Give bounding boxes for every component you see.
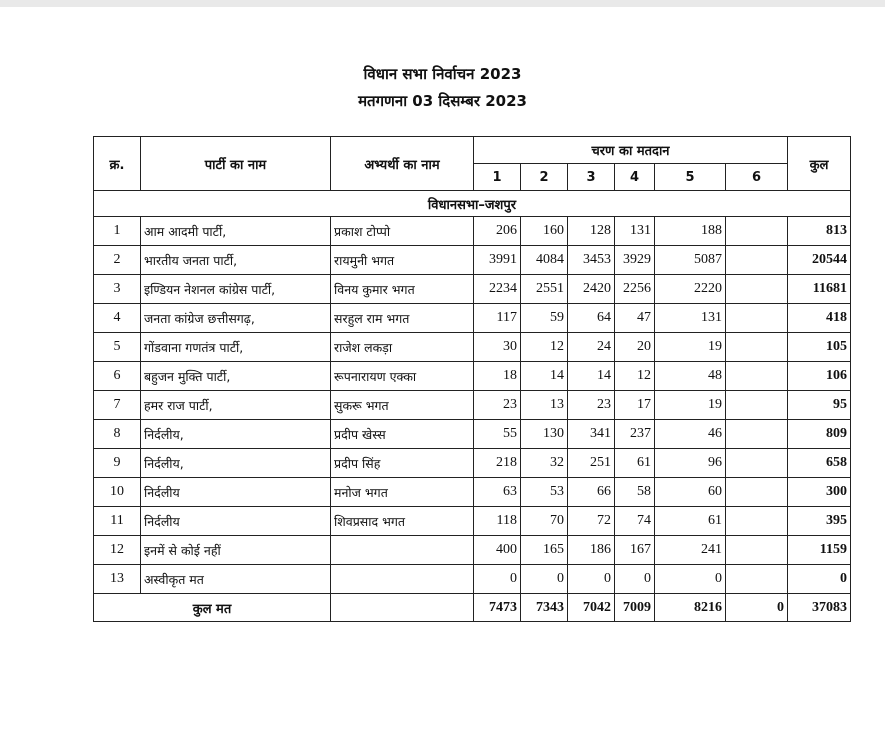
row-phase-1: 117 — [474, 304, 521, 333]
table-row — [94, 449, 851, 478]
row-phase-5: 60 — [655, 478, 726, 507]
total-phase-5: 8216 — [655, 594, 726, 622]
row-candidate: शिवप्रसाद भगत — [331, 507, 474, 536]
row-total: 418 — [788, 304, 851, 333]
header-phase-6: 6 — [726, 164, 788, 191]
page-subtitle: मतगणना 03 दिसम्बर 2023 — [358, 92, 527, 110]
row-phase-5: 46 — [655, 420, 726, 449]
row-phase-2: 4084 — [521, 246, 568, 275]
row-candidate: विनय कुमार भगत — [331, 275, 474, 304]
row-phase-3: 14 — [568, 362, 615, 391]
row-phase-6 — [726, 478, 788, 507]
table-row — [94, 478, 851, 507]
row-candidate: प्रदीप सिंह — [331, 449, 474, 478]
total-label: कुल मत — [94, 594, 331, 622]
row-phase-3: 23 — [568, 391, 615, 420]
row-phase-6 — [726, 536, 788, 565]
row-candidate — [331, 536, 474, 565]
row-phase-5: 96 — [655, 449, 726, 478]
row-party: इण्डियन नेशनल कांग्रेस पार्टी, — [141, 275, 331, 304]
row-phase-1: 0 — [474, 565, 521, 594]
row-total: 395 — [788, 507, 851, 536]
row-phase-4: 20 — [615, 333, 655, 362]
results-table — [93, 136, 851, 622]
row-phase-4: 12 — [615, 362, 655, 391]
row-phase-2: 70 — [521, 507, 568, 536]
row-phase-3: 341 — [568, 420, 615, 449]
row-candidate: रूपनारायण एक्का — [331, 362, 474, 391]
row-sno: 9 — [94, 449, 141, 478]
row-phase-3: 64 — [568, 304, 615, 333]
row-phase-3: 3453 — [568, 246, 615, 275]
row-phase-2: 13 — [521, 391, 568, 420]
row-party: अस्वीकृत मत — [141, 565, 331, 594]
row-party: निर्दलीय, — [141, 449, 331, 478]
row-phase-4: 61 — [615, 449, 655, 478]
row-phase-3: 186 — [568, 536, 615, 565]
row-phase-5: 48 — [655, 362, 726, 391]
row-phase-1: 3991 — [474, 246, 521, 275]
row-candidate: प्रदीप खेस्स — [331, 420, 474, 449]
row-phase-2: 59 — [521, 304, 568, 333]
table-row — [94, 420, 851, 449]
row-phase-2: 165 — [521, 536, 568, 565]
row-phase-2: 2551 — [521, 275, 568, 304]
total-phase-4: 7009 — [615, 594, 655, 622]
row-sno: 2 — [94, 246, 141, 275]
row-total: 0 — [788, 565, 851, 594]
row-phase-3: 72 — [568, 507, 615, 536]
row-phase-5: 0 — [655, 565, 726, 594]
row-phase-5: 241 — [655, 536, 726, 565]
table-row — [94, 217, 851, 246]
section-title: विधानसभा–जशपुर — [94, 191, 851, 217]
header-sno: क्र. — [94, 137, 141, 191]
row-phase-6 — [726, 449, 788, 478]
row-phase-2: 0 — [521, 565, 568, 594]
table-row — [94, 565, 851, 594]
row-phase-6 — [726, 420, 788, 449]
header-phase-4: 4 — [615, 164, 655, 191]
row-phase-2: 130 — [521, 420, 568, 449]
row-phase-2: 160 — [521, 217, 568, 246]
row-phase-3: 66 — [568, 478, 615, 507]
row-phase-5: 19 — [655, 333, 726, 362]
grand-total: 37083 — [788, 594, 851, 622]
row-phase-6 — [726, 333, 788, 362]
row-sno: 7 — [94, 391, 141, 420]
row-total: 20544 — [788, 246, 851, 275]
row-phase-1: 23 — [474, 391, 521, 420]
table-row — [94, 246, 851, 275]
header-phase-2: 2 — [521, 164, 568, 191]
row-party: इनमें से कोई नहीं — [141, 536, 331, 565]
row-phase-4: 74 — [615, 507, 655, 536]
row-candidate: सुकरू भगत — [331, 391, 474, 420]
row-total: 11681 — [788, 275, 851, 304]
row-total: 95 — [788, 391, 851, 420]
row-phase-2: 53 — [521, 478, 568, 507]
row-phase-1: 2234 — [474, 275, 521, 304]
row-phase-5: 61 — [655, 507, 726, 536]
row-sno: 8 — [94, 420, 141, 449]
row-phase-6 — [726, 565, 788, 594]
header-total: कुल — [788, 137, 851, 191]
row-phase-1: 218 — [474, 449, 521, 478]
total-candidate-cell — [331, 594, 474, 622]
row-phase-3: 0 — [568, 565, 615, 594]
row-sno: 6 — [94, 362, 141, 391]
row-phase-2: 14 — [521, 362, 568, 391]
row-phase-6 — [726, 217, 788, 246]
row-party: भारतीय जनता पार्टी, — [141, 246, 331, 275]
row-candidate: मनोज भगत — [331, 478, 474, 507]
row-phase-6 — [726, 304, 788, 333]
row-phase-5: 188 — [655, 217, 726, 246]
row-phase-3: 24 — [568, 333, 615, 362]
row-total: 813 — [788, 217, 851, 246]
row-sno: 5 — [94, 333, 141, 362]
row-phase-6 — [726, 246, 788, 275]
row-total: 105 — [788, 333, 851, 362]
table-row — [94, 391, 851, 420]
row-total: 658 — [788, 449, 851, 478]
table-row — [94, 275, 851, 304]
table-row — [94, 536, 851, 565]
header-candidate: अभ्यर्थी का नाम — [331, 137, 474, 191]
row-total: 1159 — [788, 536, 851, 565]
row-phase-3: 2420 — [568, 275, 615, 304]
row-candidate: प्रकाश टोप्पो — [331, 217, 474, 246]
row-phase-5: 2220 — [655, 275, 726, 304]
row-sno: 3 — [94, 275, 141, 304]
row-phase-4: 47 — [615, 304, 655, 333]
row-sno: 13 — [94, 565, 141, 594]
row-phase-2: 32 — [521, 449, 568, 478]
header-party: पार्टी का नाम — [141, 137, 331, 191]
row-phase-5: 5087 — [655, 246, 726, 275]
row-candidate — [331, 565, 474, 594]
row-phase-6 — [726, 391, 788, 420]
row-total: 300 — [788, 478, 851, 507]
header-phase-1: 1 — [474, 164, 521, 191]
row-candidate: रायमुनी भगत — [331, 246, 474, 275]
row-phase-5: 19 — [655, 391, 726, 420]
table-row — [94, 304, 851, 333]
row-party: बहुजन मुक्ति पार्टी, — [141, 362, 331, 391]
row-sno: 11 — [94, 507, 141, 536]
row-phase-4: 131 — [615, 217, 655, 246]
row-phase-6 — [726, 275, 788, 304]
header-phase-3: 3 — [568, 164, 615, 191]
row-total: 809 — [788, 420, 851, 449]
top-strip — [0, 0, 885, 7]
row-party: निर्दलीय — [141, 478, 331, 507]
table-row — [94, 362, 851, 391]
row-phase-3: 251 — [568, 449, 615, 478]
row-phase-4: 17 — [615, 391, 655, 420]
row-phase-3: 128 — [568, 217, 615, 246]
row-sno: 1 — [94, 217, 141, 246]
row-phase-2: 12 — [521, 333, 568, 362]
row-sno: 10 — [94, 478, 141, 507]
row-party: जनता कांग्रेज छत्तीसगढ़, — [141, 304, 331, 333]
row-phase-4: 3929 — [615, 246, 655, 275]
row-phase-1: 206 — [474, 217, 521, 246]
row-party: निर्दलीय, — [141, 420, 331, 449]
row-phase-4: 237 — [615, 420, 655, 449]
row-phase-6 — [726, 362, 788, 391]
row-sno: 12 — [94, 536, 141, 565]
row-party: हमर राज पार्टी, — [141, 391, 331, 420]
total-phase-2: 7343 — [521, 594, 568, 622]
row-phase-4: 167 — [615, 536, 655, 565]
total-phase-6: 0 — [726, 594, 788, 622]
row-party: निर्दलीय — [141, 507, 331, 536]
row-phase-1: 30 — [474, 333, 521, 362]
row-phase-1: 18 — [474, 362, 521, 391]
header-phase: चरण का मतदान — [474, 137, 788, 164]
row-phase-5: 131 — [655, 304, 726, 333]
table-row — [94, 333, 851, 362]
row-sno: 4 — [94, 304, 141, 333]
row-candidate: राजेश लकड़ा — [331, 333, 474, 362]
total-phase-1: 7473 — [474, 594, 521, 622]
row-phase-4: 2256 — [615, 275, 655, 304]
page-title: विधान सभा निर्वाचन 2023 — [363, 65, 522, 83]
row-phase-1: 55 — [474, 420, 521, 449]
header-phase-5: 5 — [655, 164, 726, 191]
total-phase-3: 7042 — [568, 594, 615, 622]
row-total: 106 — [788, 362, 851, 391]
row-phase-1: 400 — [474, 536, 521, 565]
table-row — [94, 507, 851, 536]
row-phase-1: 63 — [474, 478, 521, 507]
row-phase-4: 58 — [615, 478, 655, 507]
row-phase-1: 118 — [474, 507, 521, 536]
row-phase-4: 0 — [615, 565, 655, 594]
row-candidate: सरहुल राम भगत — [331, 304, 474, 333]
row-party: गोंडवाना गणतंत्र पार्टी, — [141, 333, 331, 362]
row-party: आम आदमी पार्टी, — [141, 217, 331, 246]
row-phase-6 — [726, 507, 788, 536]
